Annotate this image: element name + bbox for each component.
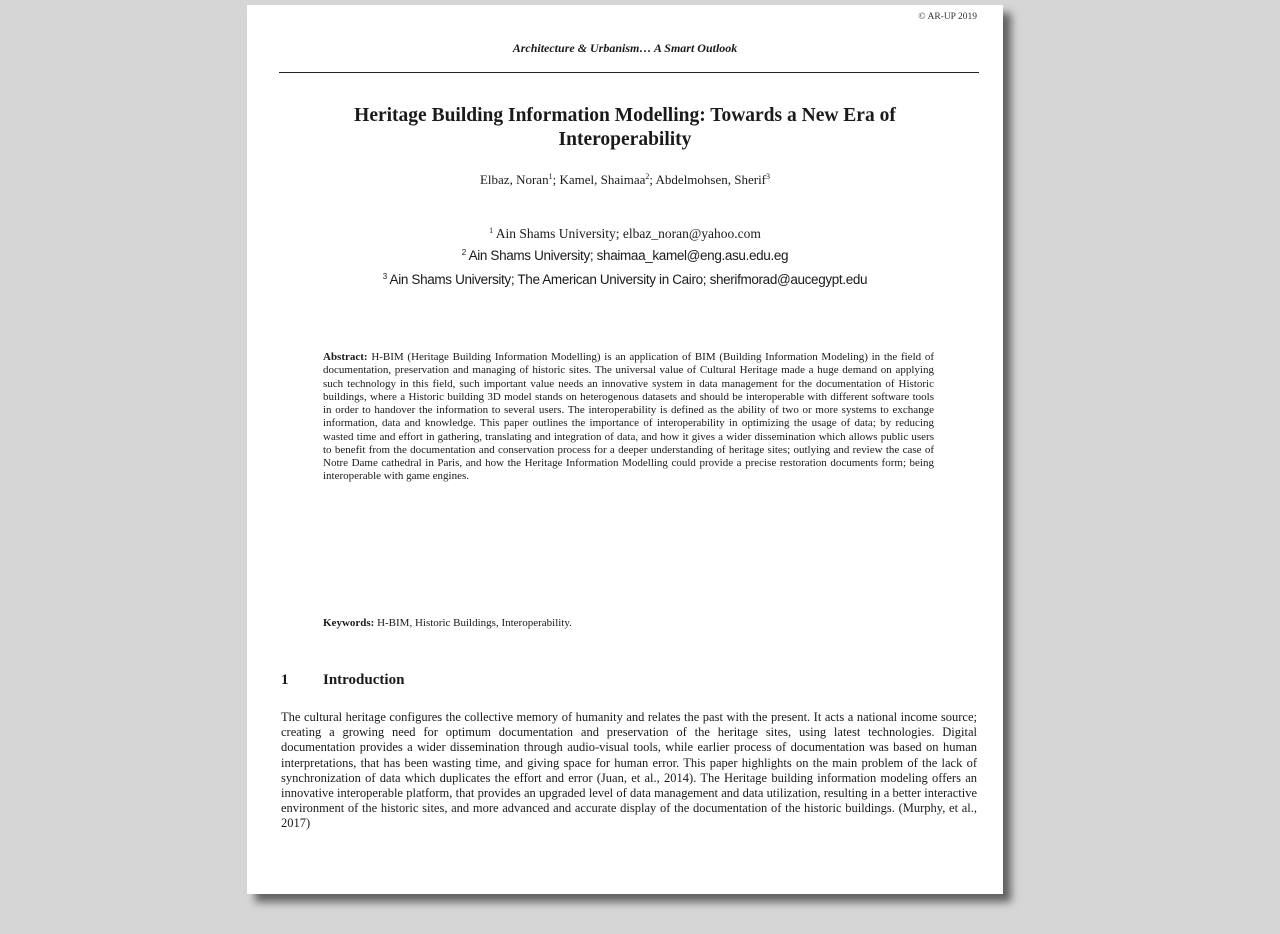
document-page	[247, 5, 1003, 894]
affiliation-sup: 1	[489, 226, 494, 235]
affiliation-3	[247, 272, 1003, 287]
section-number: 1	[281, 672, 289, 688]
header-rule	[279, 72, 979, 73]
copyright-notice: © AR-UP 2019	[918, 12, 977, 22]
abstract-label: Abstract:	[323, 351, 368, 363]
affiliation-1	[247, 226, 1003, 242]
author-name: Kamel, Shaimaa	[559, 172, 646, 187]
author-sep: ;	[552, 172, 560, 187]
abstract-text: H-BIM (Heritage Building Information Modelling) is an application of BIM (Building Information Modeling) in the field of documentation, preservation and managing of historic sites. The universal value of Cultural Heritage made a huge demand on applying such technology in this field, such important value needs an innovative system in data management for the documentation of Historic buildings, where a Historic building 3D model stands on heterogenous datasets and should be interoperable with different software tools in order to handover the information to several users. The interoperability is defined as the ability of two or more systems to exchange information, data and knowledge. This paper outlines the importance of interoperability in optimizing the usage of data; by reducing wasted time and effort in gathering, translating and integration of data, and how it gives a wider dissemination which allows public users to benefit from the documentation and conservation process for a deeper understanding of heritage sites; outlying and review the case of Notre Dame cathedral in Paris, and how the Heritage Information Modelling could provide a precise restoration documents form; being interoperable with game engines.	[323, 351, 934, 483]
affiliation-text: Ain Shams University; shaimaa_kamel@eng.asu.edu.eg	[468, 248, 789, 263]
abstract	[323, 351, 934, 484]
author-name: Elbaz, Noran	[479, 172, 549, 187]
intro-paragraph: The cultural heritage configures the collective memory of humanity and relates the past with the present. It acts a national income source; creating a growing need for optimum documentation and preservation of the heritage sites, using latest technologies. Digital documentation provides a wider dissemination through audio-visual tools, while earlier process of documentation was based on human interpretations, that has been wasting time, and giving space for human error. This paper highlights on the main problem of the lack of synchronization of data which duplicates the effort and error (Juan, et al., 2014). The Heritage building information modeling offers an innovative interoperable platform, that provides an upgraded level of data management and data utilization, resulting in a better interactive environment of the historic sites, and more advanced and accurate display of the documentation of the historic buildings. (Murphy, et al., 2017)	[281, 710, 977, 831]
affiliation-sup: 2	[461, 248, 466, 257]
affiliation-text: Ain Shams University; The American University in Cairo; sherifmorad@aucegypt.edu	[389, 272, 868, 287]
author-list	[247, 172, 1003, 188]
author-name: Abdelmohsen, Sherif	[655, 172, 767, 187]
paper-title: Heritage Building Information Modelling: Towards a New Era of Interoperability	[354, 105, 896, 150]
affiliation-sup: 3	[382, 272, 387, 281]
keywords-label: Keywords:	[323, 617, 375, 629]
keywords	[323, 617, 572, 629]
author-sup: 3	[766, 172, 771, 181]
affiliation-2	[247, 248, 1003, 263]
section-heading	[281, 672, 404, 689]
author-sup: 2	[645, 172, 650, 181]
author-sup: 1	[548, 172, 553, 181]
section-title: Introduction	[323, 672, 405, 688]
author-sep: ;	[649, 172, 656, 187]
keywords-text: H-BIM, Historic Buildings, Interoperability.	[377, 617, 572, 629]
affiliation-text: Ain Shams University; elbaz_noran@yahoo.com	[495, 226, 761, 241]
journal-header: Architecture & Urbanism… A Smart Outlook	[512, 41, 738, 55]
